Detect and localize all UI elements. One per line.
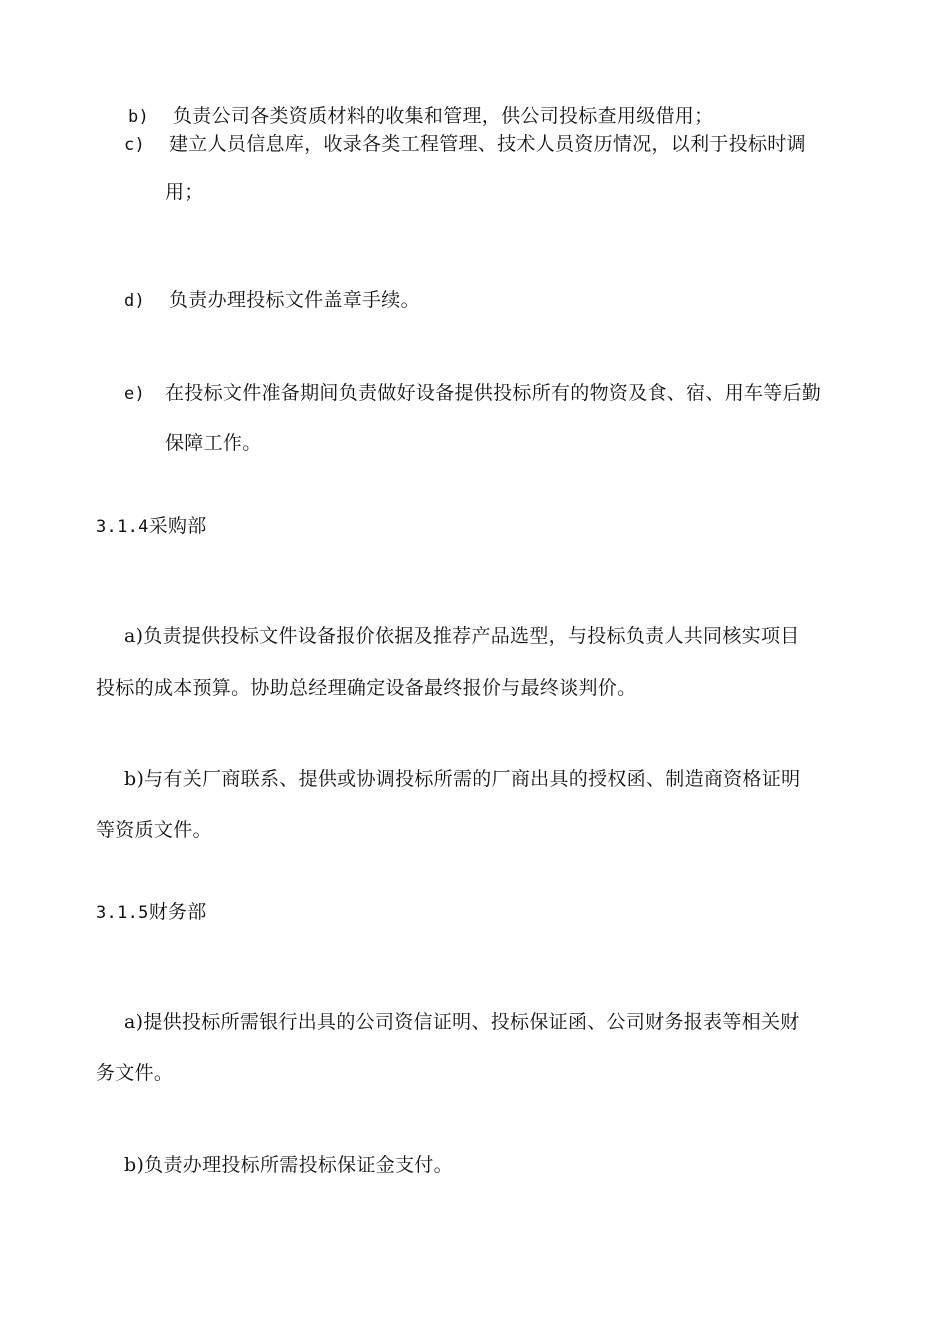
purchase-b-line2: 等资质文件。 xyxy=(96,819,212,841)
purchase-a-line1: a)负责提供投标文件设备报价依据及推荐产品选型，与投标负责人共同核实项目 xyxy=(124,625,800,647)
item-d-marker: d) xyxy=(124,291,146,311)
purchase-a-line2: 投标的成本预算。协助总经理确定设备最终报价与最终谈判价。 xyxy=(96,677,637,699)
item-d-text: 负责办理投标文件盖章手续。 xyxy=(169,289,420,311)
section-heading-3-1-4 xyxy=(96,514,207,539)
section-number: 3.1.4 xyxy=(96,517,149,537)
section-title: 财务部 xyxy=(148,901,207,923)
finance-a-line2: 务文件。 xyxy=(96,1062,174,1084)
item-c-text: 建立人员信息库，收录各类工程管理、技术人员资历情况，以利于投标时调 xyxy=(169,133,806,155)
section-heading-3-1-5 xyxy=(96,900,207,925)
item-c-line2: 用； xyxy=(165,181,204,203)
section-title: 采购部 xyxy=(148,515,207,537)
item-b xyxy=(128,104,713,129)
item-e-line2: 保障工作。 xyxy=(165,432,262,454)
item-b-marker: b) xyxy=(128,107,150,127)
item-e-text: 在投标文件准备期间负责做好设备提供投标所有的物资及食、宿、用车等后勤 xyxy=(165,382,822,404)
item-c-line1 xyxy=(124,132,806,157)
finance-a-line1: a)提供投标所需银行出具的公司资信证明、投标保证函、公司财务报表等相关财 xyxy=(124,1011,800,1033)
section-number: 3.1.5 xyxy=(96,903,149,923)
item-b-text: 负责公司各类资质材料的收集和管理，供公司投标查用级借用； xyxy=(173,105,714,127)
item-e-line1 xyxy=(124,381,821,406)
item-d xyxy=(124,288,420,313)
item-e-marker: e) xyxy=(124,384,146,404)
purchase-b-line1: b)与有关厂商联系、提供或协调投标所需的厂商出具的授权函、制造商资格证明 xyxy=(124,768,801,790)
item-c-marker: c) xyxy=(124,135,146,155)
finance-b-line1: b)负责办理投标所需投标保证金支付。 xyxy=(124,1154,453,1176)
